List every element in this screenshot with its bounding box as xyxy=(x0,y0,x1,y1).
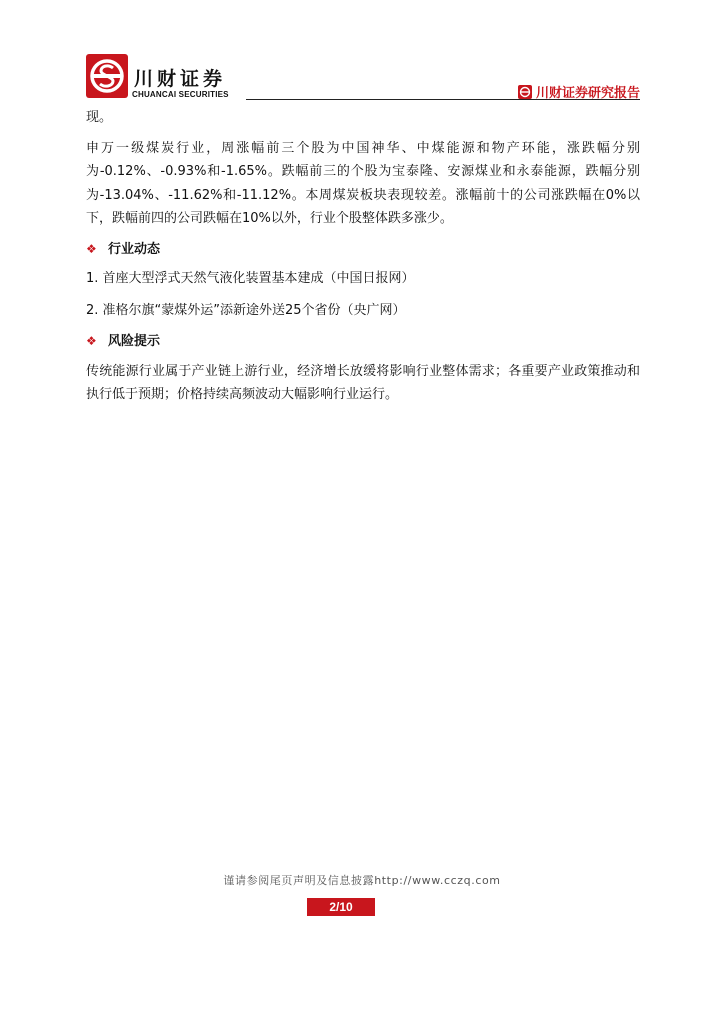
report-body xyxy=(86,106,640,414)
continuation-text: 现。 xyxy=(86,110,113,125)
page-number: 2/10 xyxy=(307,898,375,916)
news-item-2: 2. 准格尔旗“蒙煤外运”添新途外送25个省份（央广网） xyxy=(86,302,406,318)
footer-disclaimer: 谨请参阅尾页声明及信息披露http://www.cczq.com xyxy=(223,874,501,887)
section-risk-title xyxy=(86,330,640,354)
report-label-text: 川财证券研究报告 xyxy=(535,86,640,101)
chuancai-small-logo-icon xyxy=(518,85,532,99)
news-item-1: 1. 首座大型浮式天然气液化装置基本建成（中国日报网） xyxy=(86,271,415,286)
section-title-text: 行业动态 xyxy=(108,241,161,257)
section-industry-news-title xyxy=(86,238,640,262)
diamond-bullet-icon: ❖ xyxy=(86,334,97,348)
report-label xyxy=(518,82,640,101)
chuancai-logo-icon xyxy=(86,54,128,98)
page-header xyxy=(86,54,640,102)
diamond-bullet-icon: ❖ xyxy=(86,241,97,256)
logo-english-name: CHUANCAI SECURITIES xyxy=(132,90,229,99)
logo-chinese-name: 川财证券 xyxy=(134,68,227,90)
coal-industry-paragraph: 申万一级煤炭行业，周涨幅前三个股为中国神华、中煤能源和物产环能，涨跌幅分别为-0.12%、-0.93%和-1.65%。跌幅前三的个股为宝泰隆、安源煤业和永泰能源，跌幅分别为-13.04%、-11.62%和-11.12%。本周煤炭板块表现较差。涨幅前十的公司涨跌幅在0%以下，跌幅前四的公司跌幅在10%以外，行业个股整体跌多涨少。 xyxy=(86,140,640,226)
risk-paragraph: 传统能源行业属于产业链上游行业，经济增长放缓将影响行业整体需求；各重要产业政策推动和执行低于预期；价格持续高频波动大幅影响行业运行。 xyxy=(86,363,640,402)
section-title-text: 风险提示 xyxy=(108,334,161,349)
